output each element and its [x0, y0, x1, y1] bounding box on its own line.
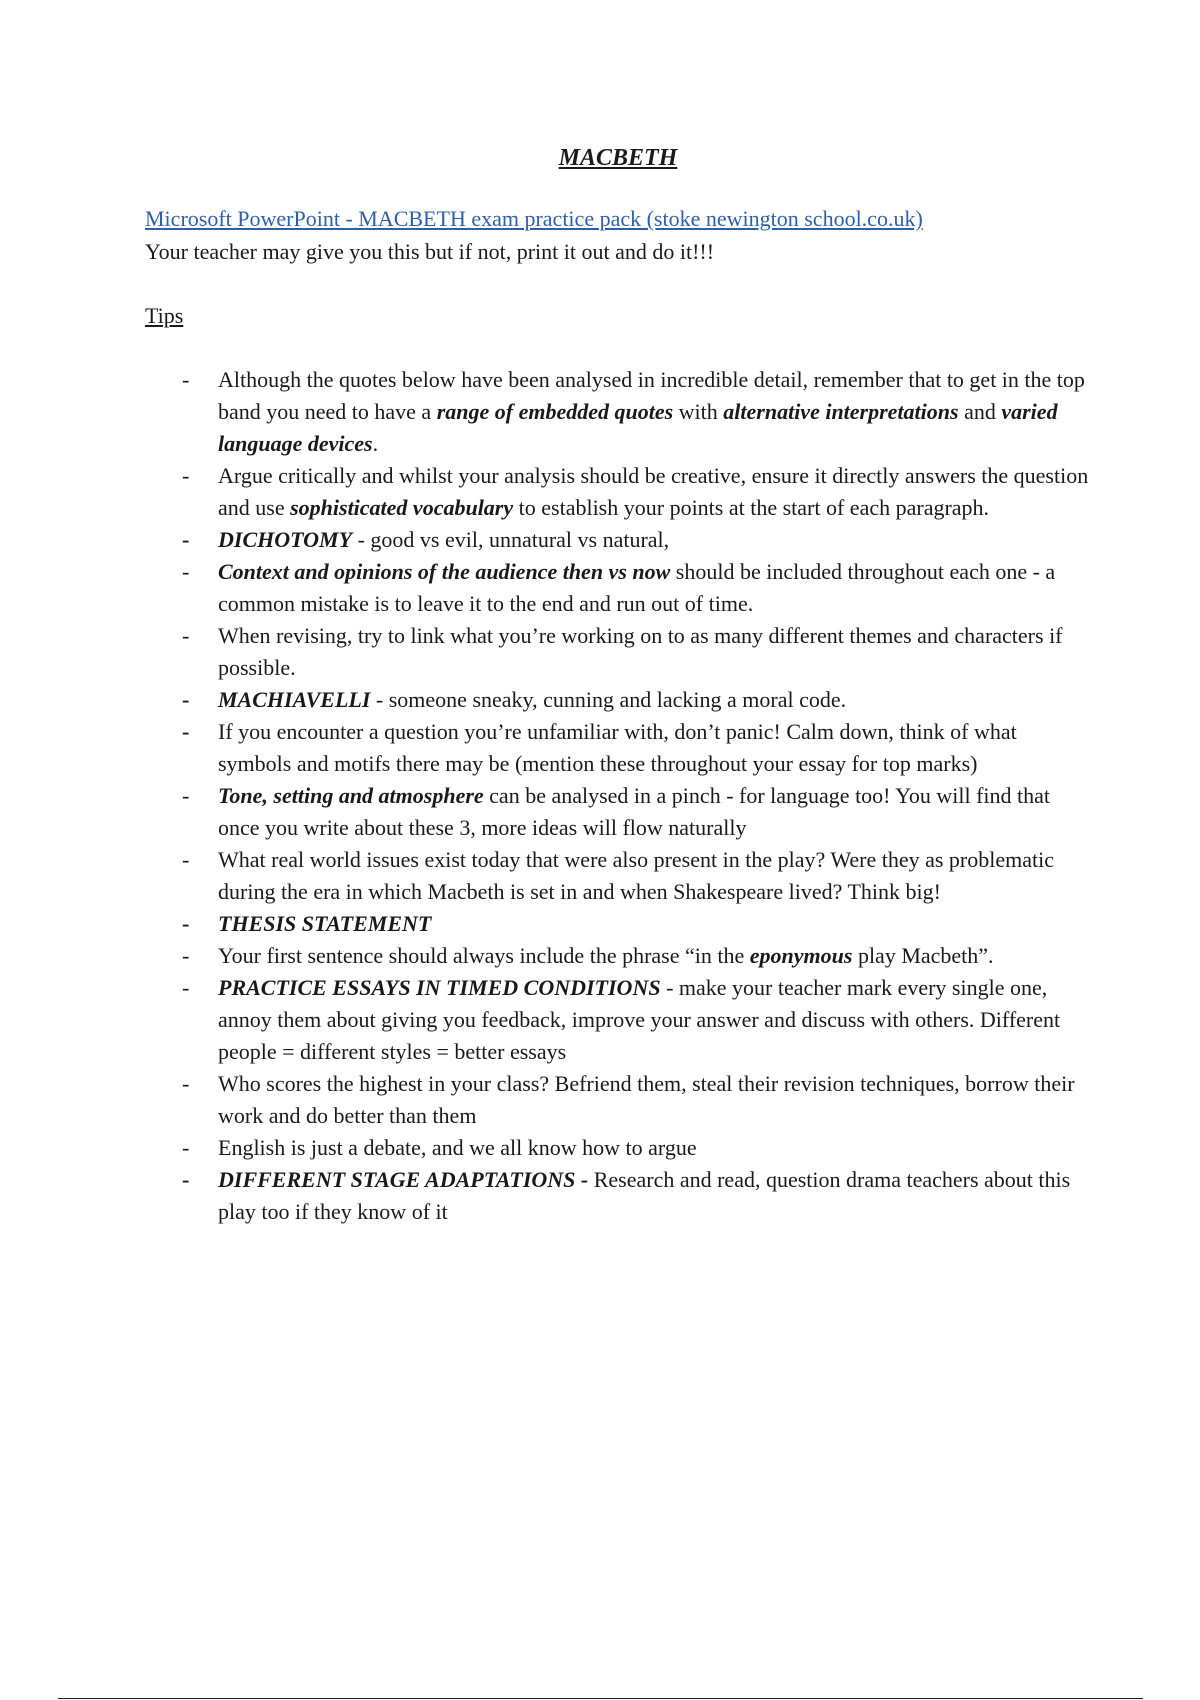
tip-item	[0, 1132, 1200, 1164]
bullet-dash: -	[182, 367, 190, 392]
tip-text: to establish your points at the start of each paragraph.	[513, 495, 990, 520]
tip-emphasis: THESIS STATEMENT	[218, 911, 432, 936]
tip-emphasis: alternative interpretations	[723, 399, 959, 424]
tip-text: - someone sneaky, cunning and lacking a moral code.	[370, 687, 847, 712]
tip-text: Argue critically and whilst your analysis should be creative, ensure it directly answers the question and use	[218, 463, 1089, 520]
bullet-dash: -	[182, 623, 190, 648]
tip-text: can be analysed in a pinch - for language too! You will find that once you write about these 3, more ideas will flow naturally	[218, 783, 1051, 840]
intro-text: Your teacher may give you this but if not, print it out and do it!!!	[145, 239, 715, 264]
tip-emphasis: varied language devices	[218, 399, 1058, 456]
tip-item	[0, 556, 1200, 620]
exam-practice-pack-link[interactable]: Microsoft PowerPoint - MACBETH exam practice pack (stoke newington school.co.uk)	[145, 206, 923, 231]
tip-item	[0, 940, 1200, 972]
bullet-dash: -	[182, 687, 190, 712]
tip-emphasis: DICHOTOMY	[218, 527, 353, 552]
tip-item	[0, 620, 1200, 684]
bullet-dash: -	[182, 975, 190, 1000]
tip-item	[0, 780, 1200, 844]
tips-list	[0, 364, 1200, 1228]
tip-text: When revising, try to link what you’re working on to as many different themes and characters if possible.	[218, 623, 1063, 680]
tip-text: - good vs evil, unnatural vs natural,	[352, 527, 670, 552]
bullet-dash: -	[182, 527, 190, 552]
tip-text: should be included throughout each one - a common mistake is to leave it to the end and run out of time.	[218, 559, 1056, 616]
bullet-dash: -	[182, 911, 190, 936]
tip-item	[0, 460, 1200, 524]
tip-emphasis: range of embedded quotes	[436, 399, 674, 424]
tip-text: Although the quotes below have been analysed in incredible detail, remember that to get in the top band you need to have a	[218, 367, 1085, 424]
tip-emphasis: eponymous	[749, 943, 853, 968]
tip-emphasis: DIFFERENT STAGE ADAPTATIONS -	[218, 1167, 589, 1192]
tip-item	[0, 684, 1200, 716]
tip-text: Your first sentence should always include the phrase “in the	[218, 943, 750, 968]
tip-emphasis: MACHIAVELLI	[218, 687, 371, 712]
tip-emphasis: PRACTICE ESSAYS IN TIMED CONDITIONS	[218, 975, 661, 1000]
tip-emphasis: Tone, setting and atmosphere	[218, 783, 484, 808]
tip-item	[0, 716, 1200, 780]
tip-item	[0, 524, 1200, 556]
tip-text: Who scores the highest in your class? Befriend them, steal their revision techniques, borrow their work and do better than them	[218, 1071, 1075, 1128]
tip-emphasis: Context and opinions of the audience then vs now	[218, 559, 671, 584]
tip-text: - make your teacher mark every single one, annoy them about giving you feedback, improve your answer and discuss with others. Different people = different styles = better essays	[218, 975, 1061, 1064]
bullet-dash: -	[182, 783, 190, 808]
tip-text: with	[673, 399, 724, 424]
tip-text: .	[372, 431, 379, 456]
tip-item	[0, 364, 1200, 460]
tip-item	[0, 1068, 1200, 1132]
tip-text: Research and read, question drama teachers about this play too if they know of it	[218, 1167, 1071, 1224]
tip-text: What real world issues exist today that were also present in the play? Were they as problematic during the era in which Macbeth is set in and when Shakespeare lived? Think big!	[218, 847, 1054, 904]
bullet-dash: -	[182, 1071, 190, 1096]
tip-text: English is just a debate, and we all know how to argue	[218, 1135, 697, 1160]
bullet-dash: -	[182, 559, 190, 584]
tip-item	[0, 844, 1200, 908]
bullet-dash: -	[182, 1135, 190, 1160]
tip-item	[0, 972, 1200, 1068]
bullet-dash: -	[182, 1167, 190, 1192]
document-title: MACBETH	[558, 145, 678, 171]
bullet-dash: -	[182, 847, 190, 872]
tip-text: If you encounter a question you’re unfamiliar with, don’t panic! Calm down, think of what symbols and motifs there may be (mention these throughout your essay for top marks)	[218, 719, 1017, 776]
bullet-dash: -	[182, 943, 190, 968]
tip-item	[0, 1164, 1200, 1228]
bullet-dash: -	[182, 463, 190, 488]
tips-heading: Tips	[145, 303, 184, 328]
tip-emphasis: sophisticated vocabulary	[290, 495, 514, 520]
bullet-dash: -	[182, 719, 190, 744]
tip-text: play Macbeth”.	[852, 943, 994, 968]
page-divider	[58, 1698, 1143, 1699]
tip-item	[0, 908, 1200, 940]
tip-text: and	[958, 399, 1002, 424]
